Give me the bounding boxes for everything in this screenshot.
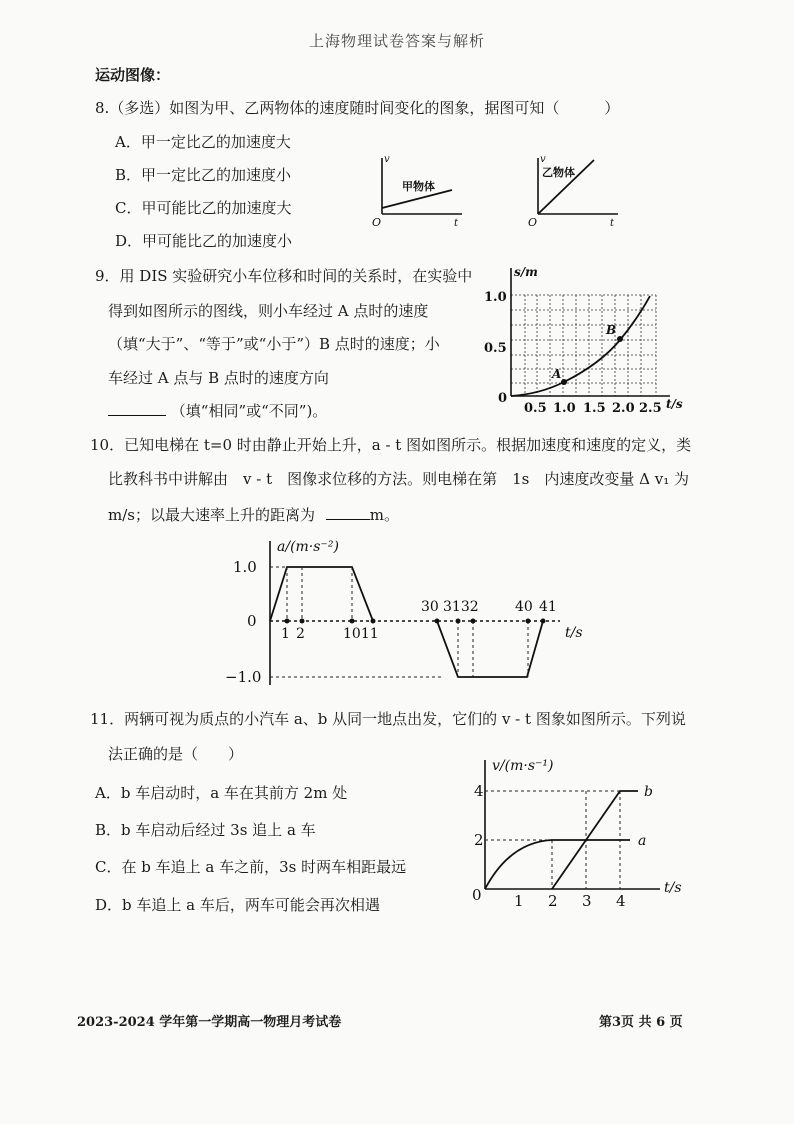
y-tick-1: 1.0 [233,558,257,576]
q9-line-4: 车经过 A 点与 B 点时的速度方向 [108,369,329,387]
y-tick-0: 0 [247,612,257,630]
x-tick-0-5: 0.5 [524,401,547,416]
x-axis-label: t/s [664,880,682,896]
q8-graph-jia [370,150,470,230]
graph-caption: 乙物体 [542,166,575,179]
t-label: t [610,218,615,229]
graph-caption: 甲物体 [402,180,435,193]
q10-graph [225,535,605,685]
x-axis-label: t/s [666,397,683,411]
q8-option-d: D．甲可能比乙的加速度小 [115,232,293,250]
x-tick-2-0: 2.0 [612,401,635,416]
q11-option-a: A．b 车启动时，a 车在其前方 2m 处 [95,784,348,802]
q10-answer-blank [326,519,370,520]
q11-stem-1: 11．两辆可视为质点的小汽车 a、b 从同一地点出发，它们的 v - t 图象如图所示。下列说 [90,710,686,728]
footer-exam-title: 2023-2024 学年第一学期高一物理月考试卷 [77,1015,342,1030]
x-tick-3: 3 [582,892,592,910]
q10-line-3-text: m/s；以最大速率上升的距离为 [108,506,315,524]
accel-segment-negative [437,621,543,677]
x-tick-30: 30 [421,599,439,615]
point-a-label: A [552,367,562,381]
page-header: 上海物理试卷答案与解析 [308,32,485,50]
x-tick-1-5: 1.5 [583,401,606,416]
point-b-label: B [606,323,617,337]
y-tick-4: 4 [474,782,484,800]
origin-label: O [528,216,538,229]
q8-option-c: C．甲可能比乙的加速度大 [115,199,292,217]
q9-graph [470,262,683,417]
point-a [561,379,567,385]
v-label: v [384,154,390,165]
x-tick-2: 2 [548,892,558,910]
v-label: v [540,154,546,165]
q10-line-1: 10．已知电梯在 t=0 时由静止开始上升，a - t 图如图所示。根据加速度和速度的定义，类 [90,436,692,454]
q11-graph [460,752,690,912]
x-tick-1: 1 [281,626,290,642]
q9-line-5 [108,402,327,420]
x-tick-1-0: 1.0 [553,401,576,416]
q10-line-3 [108,506,399,524]
x-tick-4: 4 [616,892,626,910]
origin-label: O [372,216,382,229]
x-tick-10-11: 1011 [343,626,379,642]
section-title: 运动图像： [95,66,171,84]
t-label: t [454,218,459,229]
x-tick-2: 2 [296,626,305,642]
line-b-label: b [644,784,653,800]
q10-line-2: 比教科书中讲解由 v - t 图像求位移的方法。则电梯在第 1s 内速度改变量 Δ v₁ 为 [108,470,689,488]
x-tick-40: 40 [515,599,533,615]
q11-stem-2: 法正确的是（ ） [108,745,244,763]
point-b [617,336,623,342]
x-tick-1: 1 [514,892,524,910]
accel-segment-positive [270,567,373,621]
q11-option-d: D．b 车追上 a 车后，两车可能会再次相遇 [95,896,380,914]
q8-graph-yi [526,150,626,230]
footer-page-number: 第3页 共 6 页 [599,1015,683,1030]
x-tick-41: 41 [539,599,557,615]
y-axis-label: v/(m·s⁻¹) [492,758,554,774]
line-a-label: a [638,833,647,849]
y-tick-2: 2 [474,831,484,849]
q9-grid [511,295,656,396]
x-tick-31-32: 3132 [443,599,479,615]
q9-answer-blank [108,415,166,416]
q10-line-3-unit: m。 [369,506,399,524]
q11-option-b: B．b 车启动后经过 3s 追上 a 车 [95,821,316,839]
q8-option-b: B．甲一定比乙的加速度小 [115,166,292,184]
s-t-curve [511,296,650,396]
x-axis-label: t/s [565,625,583,641]
y-axis-label: a/(m·s⁻²) [277,539,339,555]
origin-label: 0 [472,886,482,904]
q8-option-a: A．甲一定比乙的加速度大 [115,133,291,151]
q11-option-c: C．在 b 车追上 a 车之前，3s 时两车相距最远 [95,858,407,876]
y-axis-label: s/m [514,265,538,279]
y-tick-1: 1.0 [484,290,507,305]
q9-line-5-text: （填“相同”或“不同”)。 [170,402,328,420]
origin-label: 0 [498,391,508,406]
q9-line-2: 得到如图所示的图线，则小车经过 A 点时的速度 [108,302,429,320]
y-tick-neg-1: −1.0 [225,668,262,686]
y-tick-0-5: 0.5 [484,341,507,356]
x-tick-2-5: 2.5 [639,401,662,416]
q8-stem: 8.（多选）如图为甲、乙两物体的速度随时间变化的图象，据图可知（ ） [95,99,620,117]
q9-line-3: （填“大于”、“等于”或“小于”）B 点时的速度；小 [108,335,440,353]
q9-line-1: 9．用 DIS 实验研究小车位移和时间的关系时，在实验中 [95,267,473,285]
